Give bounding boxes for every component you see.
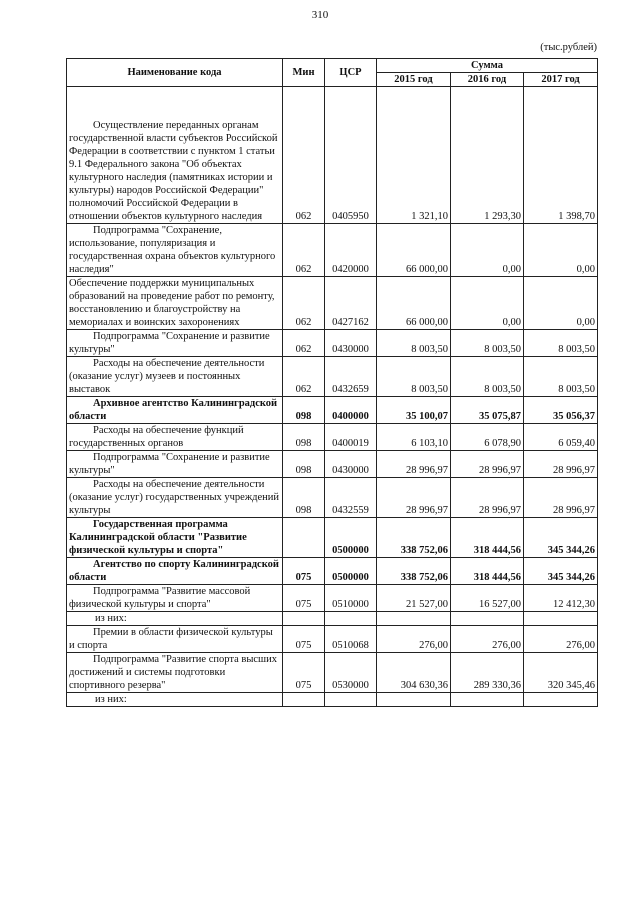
row-2015 — [377, 693, 451, 707]
row-name: Расходы на обеспечение деятельности (оказание услуг) государственных учреждений культуры — [67, 478, 283, 518]
row-min: 098 — [283, 424, 325, 451]
row-csr: 0510068 — [325, 626, 377, 653]
row-2016: 8 003,50 — [451, 357, 524, 397]
row-2017: 28 996,97 — [524, 451, 598, 478]
row-2016: 28 996,97 — [451, 451, 524, 478]
row-min — [283, 612, 325, 626]
row-2017: 28 996,97 — [524, 478, 598, 518]
table-row — [67, 478, 598, 518]
row-2016: 318 444,56 — [451, 518, 524, 558]
page-number: 310 — [311, 9, 329, 21]
header-2015: 2015 год — [377, 73, 451, 87]
row-name: Подпрограмма "Сохранение, использование, популяризация и государственная охрана объектов культурного наследия" — [67, 224, 283, 277]
row-name: Подпрограмма "Развитие спорта высших достижений и системы подготовки спортивного резерва" — [67, 653, 283, 693]
row-2016: 28 996,97 — [451, 478, 524, 518]
row-name: Агентство по спорту Калининградской области — [67, 558, 283, 585]
row-min: 075 — [283, 626, 325, 653]
header-csr: ЦСР — [325, 59, 377, 87]
row-min: 062 — [283, 330, 325, 357]
row-2016: 1 293,30 — [451, 119, 524, 224]
row-name: Государственная программа Калининградской области "Развитие физической культуры и спорта" — [67, 518, 283, 558]
row-min: 075 — [283, 653, 325, 693]
row-csr: 0432559 — [325, 478, 377, 518]
row-2016: 16 527,00 — [451, 585, 524, 612]
row-2015: 338 752,06 — [377, 558, 451, 585]
header-name: Наименование кода — [67, 59, 283, 87]
table-row — [67, 357, 598, 397]
row-csr: 0500000 — [325, 558, 377, 585]
table-row — [67, 626, 598, 653]
row-2017: 6 059,40 — [524, 424, 598, 451]
row-2017: 276,00 — [524, 626, 598, 653]
header-min: Мин — [283, 59, 325, 87]
row-2015: 28 996,97 — [377, 478, 451, 518]
row-2017: 8 003,50 — [524, 330, 598, 357]
row-csr: 0430000 — [325, 330, 377, 357]
row-2017: 8 003,50 — [524, 357, 598, 397]
row-min: 098 — [283, 397, 325, 424]
row-csr: 0405950 — [325, 119, 377, 224]
row-2016 — [451, 693, 524, 707]
row-2016 — [451, 612, 524, 626]
row-2016: 318 444,56 — [451, 558, 524, 585]
row-csr: 0500000 — [325, 518, 377, 558]
row-2015: 6 103,10 — [377, 424, 451, 451]
row-min: 075 — [283, 585, 325, 612]
table-row — [67, 451, 598, 478]
table-row — [67, 693, 598, 707]
row-min: 098 — [283, 478, 325, 518]
row-2015: 1 321,10 — [377, 119, 451, 224]
row-csr: 0432659 — [325, 357, 377, 397]
table-row — [67, 330, 598, 357]
row-min: 062 — [283, 119, 325, 224]
row-2017 — [524, 693, 598, 707]
row-name: Подпрограмма "Развитие массовой физической культуры и спорта" — [67, 585, 283, 612]
row-name: Архивное агентство Калининградской области — [67, 397, 283, 424]
row-2017: 0,00 — [524, 277, 598, 330]
row-2016: 6 078,90 — [451, 424, 524, 451]
row-csr: 0420000 — [325, 224, 377, 277]
row-csr: 0427162 — [325, 277, 377, 330]
row-name: Подпрограмма "Сохранение и развитие культуры" — [67, 451, 283, 478]
table-row — [67, 277, 598, 330]
row-2016: 276,00 — [451, 626, 524, 653]
row-min — [283, 518, 325, 558]
row-csr — [325, 612, 377, 626]
row-2016: 0,00 — [451, 277, 524, 330]
row-name: Осуществление переданных органам государственной власти субъектов Российской Федерации в соответствии с пунктом 1 статьи 9.1 Федерального закона "Об объектах культурного наследия (памятниках истории и культуры) народов Российской Федерации" полномочий Российской Федерации в отношении объектов культурного наследия — [67, 119, 283, 224]
table-row — [67, 558, 598, 585]
row-2015: 66 000,00 — [377, 277, 451, 330]
row-csr: 0400000 — [325, 397, 377, 424]
row-2017: 345 344,26 — [524, 558, 598, 585]
row-2016: 289 330,36 — [451, 653, 524, 693]
table-row — [67, 653, 598, 693]
row-2017 — [524, 612, 598, 626]
table-row — [67, 424, 598, 451]
row-name: Премии в области физической культуры и спорта — [67, 626, 283, 653]
table-row — [67, 612, 598, 626]
header-2016: 2016 год — [451, 73, 524, 87]
units-label: (тыс.рублей) — [540, 42, 597, 53]
row-2017: 1 398,70 — [524, 119, 598, 224]
row-2017: 0,00 — [524, 224, 598, 277]
row-min: 062 — [283, 224, 325, 277]
row-2016: 0,00 — [451, 224, 524, 277]
row-name: Обеспечение поддержки муниципальных образований на проведение работ по ремонту, восстановлению и благоустройству на мемориалах и воинских захоронениях — [67, 277, 283, 330]
header-sum: Сумма — [377, 59, 598, 73]
row-csr: 0400019 — [325, 424, 377, 451]
row-2015: 276,00 — [377, 626, 451, 653]
row-2015: 8 003,50 — [377, 330, 451, 357]
table-row — [67, 224, 598, 277]
row-2016: 35 075,87 — [451, 397, 524, 424]
row-csr: 0530000 — [325, 653, 377, 693]
row-name: из них: — [67, 693, 283, 707]
row-2017: 345 344,26 — [524, 518, 598, 558]
row-2015: 8 003,50 — [377, 357, 451, 397]
row-2017: 35 056,37 — [524, 397, 598, 424]
table-row — [67, 119, 598, 224]
table-body — [67, 87, 598, 707]
row-csr: 0510000 — [325, 585, 377, 612]
header-2017: 2017 год — [524, 73, 598, 87]
row-min: 098 — [283, 451, 325, 478]
row-name: из них: — [67, 612, 283, 626]
row-min — [283, 693, 325, 707]
row-2015: 338 752,06 — [377, 518, 451, 558]
row-min: 062 — [283, 277, 325, 330]
row-2015 — [377, 612, 451, 626]
table-row — [67, 585, 598, 612]
row-min: 075 — [283, 558, 325, 585]
row-2015: 28 996,97 — [377, 451, 451, 478]
budget-table — [66, 58, 598, 707]
row-2015: 35 100,07 — [377, 397, 451, 424]
row-csr — [325, 693, 377, 707]
row-2015: 66 000,00 — [377, 224, 451, 277]
spacer-row — [67, 87, 598, 120]
row-min: 062 — [283, 357, 325, 397]
row-name: Расходы на обеспечение деятельности (оказание услуг) музеев и постоянных выставок — [67, 357, 283, 397]
row-2017: 12 412,30 — [524, 585, 598, 612]
row-2015: 304 630,36 — [377, 653, 451, 693]
row-name: Подпрограмма "Сохранение и развитие культуры" — [67, 330, 283, 357]
table-row — [67, 397, 598, 424]
row-2017: 320 345,46 — [524, 653, 598, 693]
row-2015: 21 527,00 — [377, 585, 451, 612]
table-row — [67, 518, 598, 558]
row-name: Расходы на обеспечение функций государственных органов — [67, 424, 283, 451]
row-2016: 8 003,50 — [451, 330, 524, 357]
row-csr: 0430000 — [325, 451, 377, 478]
